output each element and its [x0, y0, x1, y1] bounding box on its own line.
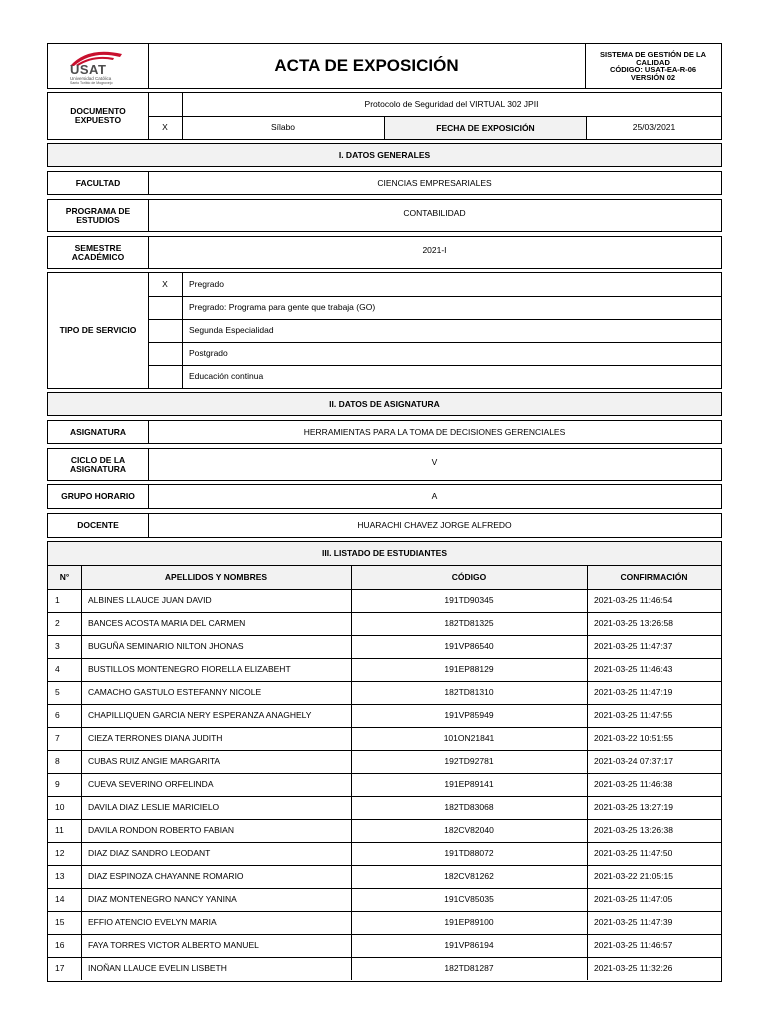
header-box [47, 43, 722, 89]
student-code: 191TD90345 [444, 595, 494, 606]
facultad-label: FACULTAD [75, 177, 121, 188]
student-number: 9 [55, 779, 60, 790]
student-confirmation: 2021-03-25 11:47:55 [594, 710, 673, 721]
table-row [48, 681, 721, 704]
facultad-value: CIENCIAS EMPRESARIALES [377, 177, 492, 188]
table-row [48, 819, 721, 842]
students-table [47, 541, 722, 982]
docente-row [47, 513, 722, 538]
student-number: 11 [55, 825, 64, 836]
table-row [48, 796, 721, 819]
student-name: CIEZA TERRONES DIANA JUDITH [88, 733, 223, 744]
exposition-date-label: FECHA DE EXPOSICIÓN [385, 117, 586, 139]
programa-value: CONTABILIDAD [403, 207, 466, 218]
student-confirmation: 2021-03-25 11:47:39 [594, 917, 673, 928]
student-number: 4 [55, 664, 60, 675]
section-course-header [47, 392, 722, 416]
grupo-row [47, 484, 722, 509]
student-number: 10 [55, 802, 65, 813]
student-name: BUGUÑA SEMINARIO NILTON JHONAS [88, 641, 244, 652]
usat-logo [66, 48, 136, 86]
student-confirmation: 2021-03-22 21:05:15 [594, 871, 673, 882]
student-number: 8 [55, 756, 60, 767]
student-confirmation: 2021-03-25 13:26:38 [594, 825, 673, 836]
student-code: 191CV85035 [444, 894, 494, 905]
student-name: EFFIO ATENCIO EVELYN MARIA [88, 917, 217, 928]
service-option-mark [148, 365, 182, 388]
document-version: VERSIÓN 02 [630, 72, 676, 82]
table-row [48, 612, 721, 635]
service-option-text: Educación continua [189, 371, 264, 382]
student-code: 182TD83068 [444, 802, 494, 813]
student-code: 191VP85949 [444, 710, 494, 721]
student-confirmation: 2021-03-25 11:46:54 [594, 595, 673, 606]
student-number: 5 [55, 687, 60, 698]
student-name: DAVILA RONDON ROBERTO FABIAN [88, 825, 234, 836]
student-code: 182CV82040 [444, 825, 494, 836]
student-code: 182TD81310 [444, 687, 494, 698]
students-header-student-code: CÓDIGO [451, 572, 487, 583]
ciclo-value: V [431, 456, 438, 467]
students-header-row [48, 566, 721, 589]
docente-label: DOCENTE [77, 520, 119, 531]
ciclo-row [47, 448, 722, 481]
student-number: 13 [55, 871, 65, 882]
student-code: 191VP86540 [444, 641, 494, 652]
table-row [48, 727, 721, 750]
student-confirmation: 2021-03-25 13:27:19 [594, 802, 673, 813]
service-option-mark: X [162, 279, 168, 290]
document-label: DOCUMENTO EXPUESTO [70, 106, 126, 125]
student-code: 191TD88072 [444, 848, 494, 859]
student-name: DIAZ MONTENEGRO NANCY YANINA [88, 894, 237, 905]
document-option1-text: Protocolo de Seguridad del VIRTUAL 302 JPII [364, 99, 539, 110]
asignatura-row [47, 420, 722, 444]
asignatura-label: ASIGNATURA [69, 426, 127, 437]
student-name: CUBAS RUIZ ANGIE MARGARITA [88, 756, 221, 767]
student-name: CHAPILLIQUEN GARCIA NERY ESPERANZA ANAGHELY [88, 710, 312, 721]
ciclo-label: CICLO DE LA ASIGNATURA [69, 454, 127, 474]
table-row [48, 865, 721, 888]
table-row [48, 750, 721, 773]
service-option-mark [148, 319, 182, 342]
semestre-value: 2021-I [422, 244, 447, 255]
service-option-mark [148, 296, 182, 319]
student-name: CUEVA SEVERINO ORFELINDA [88, 779, 214, 790]
student-code: 191EP89100 [444, 917, 494, 928]
service-option-text: Pregrado: Programa para gente que trabaja (GO) [189, 302, 376, 313]
students-header-student-name: APELLIDOS Y NOMBRES [164, 572, 268, 583]
facultad-row [47, 171, 722, 195]
section-general-title: I. DATOS GENERALES [338, 149, 431, 160]
student-confirmation: 2021-03-25 11:47:50 [594, 848, 673, 859]
section-general-header [47, 143, 722, 167]
grupo-label: GRUPO HORARIO [61, 491, 135, 502]
service-option-mark [148, 342, 182, 365]
student-name: DIAZ ESPINOZA CHAYANNE ROMARIO [88, 871, 244, 882]
student-name: INOÑAN LLAUCE EVELIN LISBETH [88, 963, 227, 974]
service-option-text: Postgrado [189, 348, 228, 359]
table-row [48, 842, 721, 865]
exposition-date-value: 25/03/2021 [632, 122, 676, 133]
student-number: 3 [55, 641, 60, 652]
document-option1-mark [148, 93, 182, 116]
section-course-title: II. DATOS DE ASIGNATURA [329, 398, 440, 409]
student-code: 182CV81262 [444, 871, 494, 882]
student-number: 14 [55, 894, 65, 905]
student-confirmation: 2021-03-25 11:47:37 [594, 641, 673, 652]
student-number: 17 [55, 963, 65, 974]
student-code: 182TD81325 [444, 618, 494, 629]
service-option-text: Segunda Especialidad [189, 325, 274, 336]
student-number: 1 [55, 595, 60, 606]
student-confirmation: 2021-03-25 11:47:19 [594, 687, 673, 698]
service-label: TIPO DE SERVICIO [59, 325, 137, 336]
table-row [48, 888, 721, 911]
student-confirmation: 2021-03-24 07:37:17 [594, 756, 673, 767]
student-code: 101ON21841 [443, 733, 495, 744]
table-row [48, 589, 721, 612]
student-code: 182TD81287 [444, 963, 494, 974]
student-name: ALBINES LLAUCE JUAN DAVID [88, 595, 212, 606]
student-number: 6 [55, 710, 60, 721]
student-name: CAMACHO GASTULO ESTEFANNY NICOLE [88, 687, 262, 698]
grupo-value: A [431, 491, 438, 502]
student-confirmation: 2021-03-22 10:51:55 [594, 733, 673, 744]
table-row [48, 658, 721, 681]
service-option-text: Pregrado [189, 279, 224, 290]
students-header-student-number: N° [59, 572, 70, 583]
students-header-student-confirmation: CONFIRMACIÓN [620, 572, 688, 583]
system-line1: SISTEMA DE GESTIÓN DE LA [600, 50, 706, 59]
student-confirmation: 2021-03-25 11:46:57 [594, 940, 673, 951]
student-number: 16 [55, 940, 65, 951]
student-number: 15 [55, 917, 65, 928]
student-number: 2 [55, 618, 60, 629]
system-line2: CALIDAD [636, 57, 670, 67]
section-students-title: III. LISTADO DE ESTUDIANTES [48, 542, 721, 565]
service-box [47, 272, 722, 389]
asignatura-value: HERRAMIENTAS PARA LA TOMA DE DECISIONES GERENCIALES [303, 426, 566, 437]
student-name: DAVILA DIAZ LESLIE MARICIELO [88, 802, 220, 813]
student-name: BANCES ACOSTA MARIA DEL CARMEN [88, 618, 246, 629]
document-code: CÓDIGO: USAT-EA-R-06 [609, 65, 697, 74]
student-number: 7 [55, 733, 60, 744]
table-row [48, 704, 721, 727]
student-number: 12 [55, 848, 65, 859]
docente-value: HUARACHI CHAVEZ JORGE ALFREDO [357, 520, 512, 531]
document-option2-mark: X [162, 122, 168, 133]
student-code: 192TD92781 [444, 756, 494, 767]
table-row [48, 635, 721, 658]
student-confirmation: 2021-03-25 11:46:43 [594, 664, 673, 675]
table-row [48, 773, 721, 796]
logo-subtitle-1: Universidad Católica [70, 76, 112, 81]
document-option2-text: Sílabo [270, 122, 296, 133]
table-row [48, 957, 721, 980]
student-confirmation: 2021-03-25 11:32:26 [594, 963, 673, 974]
student-code: 191EP89141 [444, 779, 494, 790]
student-name: DIAZ DIAZ SANDRO LEODANT [88, 848, 211, 859]
programa-label: PROGRAMA DE ESTUDIOS [65, 205, 131, 225]
student-name: FAYA TORRES VICTOR ALBERTO MANUEL [88, 940, 259, 951]
student-name: BUSTILLOS MONTENEGRO FIORELLA ELIZABEHT [88, 664, 291, 675]
student-confirmation: 2021-03-25 13:26:58 [594, 618, 673, 629]
table-row [48, 934, 721, 957]
student-confirmation: 2021-03-25 11:47:05 [594, 894, 673, 905]
page-title: ACTA DE EXPOSICIÓN [274, 56, 459, 76]
student-confirmation: 2021-03-25 11:46:38 [594, 779, 673, 790]
student-code: 191EP88129 [444, 664, 494, 675]
document-box [47, 92, 722, 140]
logo-subtitle-2: Santo Toribio de Mogrovejo [70, 81, 113, 85]
table-row [48, 911, 721, 934]
semestre-row [47, 236, 722, 269]
student-code: 191VP86194 [444, 940, 494, 951]
logo-text: USAT [70, 62, 107, 77]
semestre-label: SEMESTRE ACADÉMICO [71, 242, 125, 262]
programa-row [47, 199, 722, 232]
quality-system-info [585, 44, 721, 88]
